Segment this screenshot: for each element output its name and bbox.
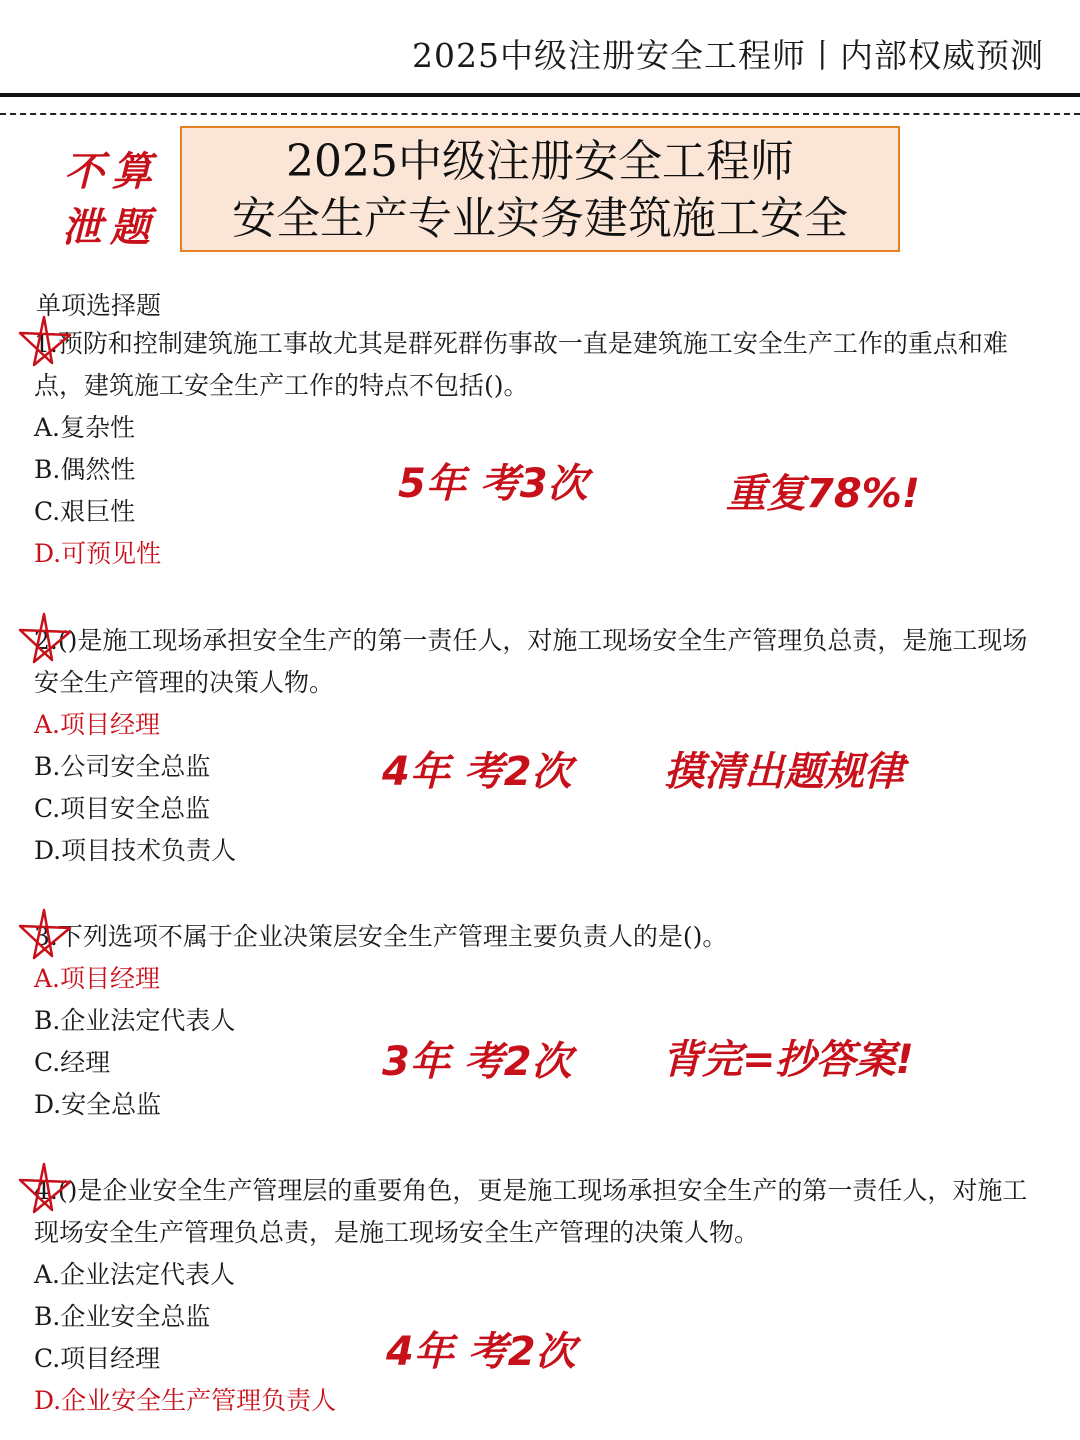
option-d-answer: D.企业安全生产管理负责人 (34, 1386, 337, 1415)
option-c: C.项目安全总监 (34, 794, 211, 823)
option-d-answer: D.可预见性 (34, 539, 162, 568)
annotation-q3-frequency: 3年 考2次 (382, 1039, 572, 1085)
question-stem: 2.()是施工现场承担安全生产的第一责任人，对施工现场安全生产管理负总责，是施工现场安全生产管理的决策人物。 (34, 620, 1046, 704)
header-rule-dashed (0, 113, 1080, 115)
question-3 (34, 916, 1046, 1126)
title-box (180, 126, 900, 252)
question-number: 2. (34, 620, 58, 662)
annotation-q3-tip: 背完=抄答案! (662, 1037, 914, 1083)
header-title: 2025中级注册安全工程师丨内部权威预测 (412, 36, 1044, 75)
option-a-answer: A.项目经理 (34, 710, 161, 739)
header-rule-thick (0, 93, 1080, 97)
question-stem: 3.下列选项不属于企业决策层安全生产管理主要负责人的是()。 (34, 916, 1046, 958)
question-number: 1. (34, 323, 58, 365)
option-b: B.公司安全总监 (34, 752, 211, 781)
annotation-q2-pattern: 摸清出题规律 (664, 749, 904, 795)
question-stem: 1.预防和控制建筑施工事故尤其是群死群伤事故一直是建筑施工安全生产工作的重点和难点，建筑施工安全生产工作的特点不包括()。 (34, 323, 1046, 407)
stamp-text-line1: 不算 (64, 149, 160, 195)
option-a-answer: A.项目经理 (34, 964, 161, 993)
question-number: 3. (34, 916, 58, 958)
title-line2: 安全生产专业实务建筑施工安全 (232, 193, 848, 244)
question-4 (34, 1170, 1046, 1422)
option-b: B.企业法定代表人 (34, 1006, 236, 1035)
option-a: A.复杂性 (34, 413, 136, 442)
option-b: B.企业安全总监 (34, 1302, 211, 1331)
annotation-q2-frequency: 4年 考2次 (382, 749, 572, 795)
option-b: B.偶然性 (34, 455, 136, 484)
option-d: D.项目技术负责人 (34, 836, 237, 865)
annotation-q1-repeat: 重复78%! (726, 471, 920, 517)
question-1 (34, 323, 1046, 575)
option-a: A.企业法定代表人 (34, 1260, 236, 1289)
option-d: D.安全总监 (34, 1090, 162, 1119)
option-c: C.经理 (34, 1048, 111, 1077)
section-label: 单项选择题 (36, 291, 162, 320)
option-c: C.项目经理 (34, 1344, 161, 1373)
question-stem: 4.()是企业安全生产管理层的重要角色，更是施工现场承担安全生产的第一责任人，对施工现场安全生产管理负总责，是施工现场安全生产管理的决策人物。 (34, 1170, 1046, 1254)
question-number: 4. (34, 1170, 58, 1212)
annotation-q4-frequency: 4年 考2次 (386, 1329, 576, 1375)
title-line1: 2025中级注册安全工程师 (286, 136, 794, 187)
annotation-q1-frequency: 5年 考3次 (398, 461, 588, 507)
stamp-text-line2: 泄题 (62, 205, 158, 251)
option-c: C.艰巨性 (34, 497, 136, 526)
